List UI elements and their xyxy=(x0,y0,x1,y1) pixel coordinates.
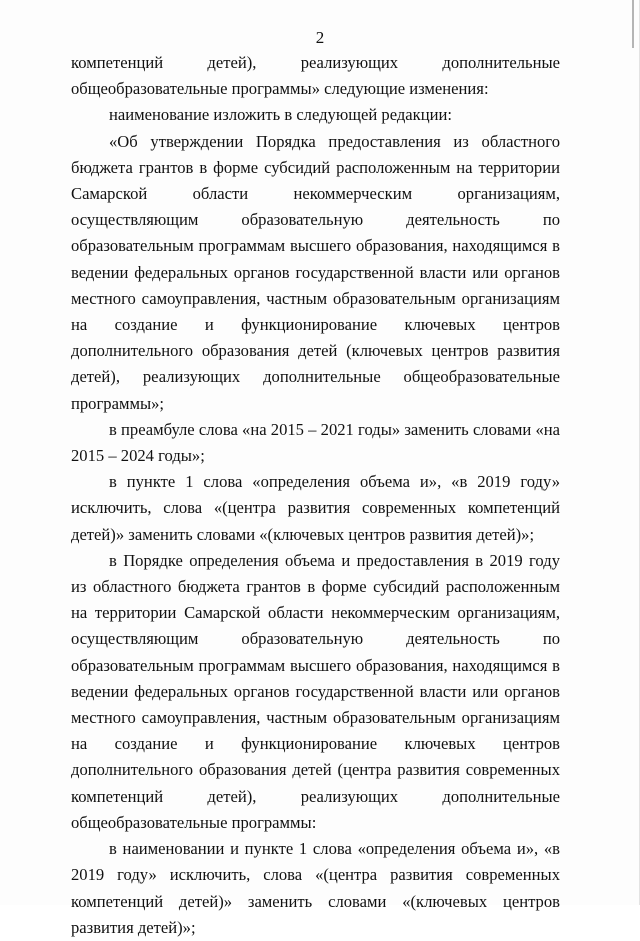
paragraph-continuation: компетенций детей), реализующих дополнительные общеобразовательные программы» следующие изменения: xyxy=(71,53,560,99)
paragraph-point-1-change: в пункте 1 слова «определения объема и», «в 2019 году» исключить, слова «(центра развития современных компетенций детей)» заменить словами «(ключевых центров развития детей)»; xyxy=(71,472,560,544)
document-body xyxy=(71,50,560,941)
paragraph-procedure-change: в наименовании и пункте 1 слова «определения объема и», «в 2019 году» исключить, слова «(центра развития современных компетенций детей)» заменить словами «(ключевых центров развития детей)»; xyxy=(71,839,560,937)
paragraph-procedure-intro: в Порядке определения объема и предоставления в 2019 году из областного бюджета грантов в форме субсидий расположенным на территории Самарской области некоммерческим организациям, осуществляющим образовательную деятельность по образовательным программам высшего образования, находящимся в ведении федеральных органов государственной власти или органов местного самоуправления, частным образовательным организациям на создание и функционирование ключевых центров дополнительного образования детей (центра развития современных компетенций детей), реализующих дополнительные общеобразовательные программы: xyxy=(71,550,560,832)
paragraph-new-title: «Об утверждении Порядка предоставления из областного бюджета грантов в форме субсидий расположенным на территории Самарской области некоммерческим организациям, осуществляющим образовательную деятельность по образовательным программам высшего образования, находящимся в ведении федеральных органов государственной власти или органов местного самоуправления, частным образовательным организациям на создание и функционирование ключевых центров дополнительного образования детей (ключевых центров развития детей), реализующих дополнительные общеобразовательные программы»; xyxy=(71,131,560,413)
paragraph-preamble-change: в преамбуле слова «на 2015 – 2021 годы» заменить словами «на 2015 – 2024 годы»; xyxy=(71,419,560,466)
page-number: 2 xyxy=(315,28,325,47)
paragraph-title-change: наименование изложить в следующей редакции: xyxy=(109,105,452,125)
